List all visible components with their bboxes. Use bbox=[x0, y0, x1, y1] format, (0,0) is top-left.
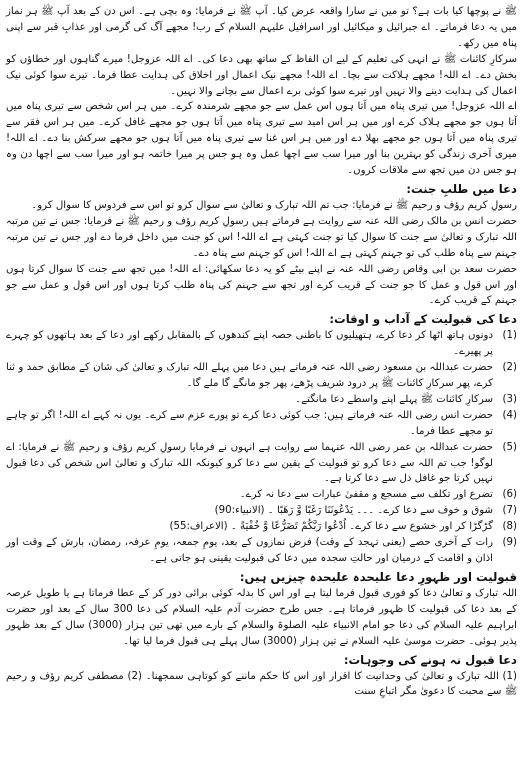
jannat-paragraph-3: حضرت سعد بن ابی وقاص رضی اللہ عنہ نے اپنے بیٹے کو یہ دعا سکھائی: اے اللہ! میں تجھ سے جنت کا سوال کرتا ہوں اور اس قول و عمل کا جو جنت کے قریب کرے اور تجھ سے جہنم کی پناہ طلب کرتا ہوں اور اس قول و عمل سے جو جہنم کے قریب کرے۔ bbox=[6, 263, 517, 307]
list-item-number: (5) bbox=[502, 441, 517, 453]
jannat-paragraph-1: رسولِ کریم رؤف و رحیم ﷺ نے فرمایا: جب تم اللہ تبارک و تعالیٰ سے سوال کرو تو اس سے فردوس کا سوال کرو۔ bbox=[31, 199, 517, 211]
list-item-number: (2) bbox=[502, 362, 517, 374]
list-item-number: (8) bbox=[502, 521, 517, 533]
list-item bbox=[6, 360, 517, 392]
list-item bbox=[6, 487, 517, 503]
list-item bbox=[6, 328, 517, 360]
list-item-text: حضرت عبداللہ بن مسعود رضی اللہ عنہ فرماتے ہیں دعا میں پہلے اللہ تبارک و تعالیٰ کی شان کے مطابق حمد و ثنا کرے، پھر سرکارِ کائنات ﷺ پر درود شریف پڑھے، پھر جو مانگے گا ملے گا۔ bbox=[6, 362, 493, 390]
zuhoor-paragraph: اللہ تبارک و تعالیٰ دعا کو فوری قبول فرما لیتا ہے اور اس کا بدلہ کوئی برائی دور کر کے عطا فرماتا ہے یا طویل عرصہ کے بعد دعا کی قبولیت کا ظہور فرماتا ہے۔ جس طرح حضرت آدم علیہ السلام کی دعا 300 سال کے بعد اور حضرت ابراہیم علیہ السلام کی دعا جو امام الانبیاء علیہ الصلوۃ والسلام کے بارے میں تھی تین ہزار (3000) سال کے بعد ظہور پذیر ہوئی۔ حضرت موسیٰ علیہ السلام نے تین ہزار (3000) سال پہلے ہی قبول فرما لیا تھا۔ bbox=[6, 587, 517, 647]
list-item bbox=[6, 519, 517, 535]
intro-paragraph-3: اے اللہ عزوجل! میں تیری پناہ میں آتا ہوں اس عمل سے جو مجھے شرمندہ کرے۔ میں ہر اس شخص سے تیری پناہ میں آتا ہوں جو مجھے ہلاک کرے اور میں ہر اس امید سے تیری پناہ میں آتا ہوں جو مجھے غافل کرے۔ میں ہر اس فقر سے تیری پناہ میں آتا ہوں جو مجھے بھلا دے اور میں ہر اس غنا سے تیری پناہ میں آتا ہوں جو مجھے سرکش بنا دے۔ اے اللہ! میری آخری زندگی کو بہترین بنا اور میرا سب سے اچھا عمل وہ ہو جس پر میرا خاتمہ ہو اور میرا سب سے اچھا دن وہ ہو جس دن میں تجھ سے ملاقات کروں۔ bbox=[6, 101, 517, 177]
section-heading-adab: دعا کی قبولیت کے آداب و اوقات: bbox=[329, 312, 517, 327]
adab-list bbox=[6, 328, 517, 567]
list-item-number: (9) bbox=[502, 537, 517, 549]
list-item bbox=[6, 440, 517, 488]
wajuhat-paragraph: (1) اللہ تبارک و تعالیٰ کی وحدانیت کا اقرار اور اس کا حکم ماننے کو کوتاہی سمجھنا۔ (2) مصطفی کریم رؤف و رحیم ﷺ سے محبت کا دعویٰ مگر اتباعِ سنت bbox=[6, 670, 517, 698]
list-item-text: سرکارِ کائنات ﷺ پہلے اپنے واسطے دعا مانگتے۔ bbox=[295, 393, 493, 405]
list-item bbox=[6, 408, 517, 440]
list-item-number: (3) bbox=[502, 393, 517, 405]
list-item-text: رات کے آخری حصے (یعنی تہجد کے وقت) فرض نمازوں کے بعد، یومِ جمعہ، یومِ عرفہ، رمضان، بارش کے وقت اور اذان و اقامت کے درمیان اور حالتِ سجدہ میں دعا کی قبولیت یقینی ہو جاتی ہے۔ bbox=[6, 537, 493, 564]
list-item-text: تضرع اور تکلف سے مسجع و مقفیٰ عبارات سے دعا نہ کرے۔ bbox=[239, 489, 493, 501]
list-item bbox=[6, 535, 517, 567]
section-heading-zuhoor: قبولیت اور ظہورِ دعا علیحدہ علیحدہ چیزیں ہیں: bbox=[239, 569, 517, 584]
list-item-number: (6) bbox=[502, 489, 517, 501]
list-item-text: حضرت انس رضی اللہ عنہ فرماتے ہیں: جب کوئی دعا کرے تو پورے عزم سے کرے۔ یوں نہ کہے اے اللہ! اگر تو چاہے تو مجھے عطا فرما۔ bbox=[6, 409, 493, 437]
list-item-number: (1) bbox=[502, 330, 517, 342]
intro-paragraph-2: سرکارِ کائنات ﷺ نے انہی کی تعلیم کے لیے ان الفاظ کے ساتھ بھی دعا کی۔ اے اللہ عزوجل! میرے گناہوں اور خطاؤں کو بخش دے۔ اے اللہ! مجھے ہلاکت سے بچا۔ اے اللہ! مجھے نیک اعمال اور اخلاق کی ہدایت عطا فرما۔ تیرے سوا کوئی نیک اعمال کی ہدایت دینے والا نہیں اور تیرے سوا کوئی برے اعمال سے بچانے والا نہیں۔ bbox=[6, 53, 517, 97]
list-item-text: شوق و خوف سے دعا کرے۔ ۔۔۔ يَدْعُونَنَا رَغَبًا وَّ رَهَبًا ۔ (الانبیاء:90) bbox=[214, 505, 493, 517]
list-item-number: (7) bbox=[502, 505, 517, 517]
list-item-text: گڑگڑا کر اور خشوع سے دعا کرے۔ اُدْعُوا رَبَّكُمْ تَضَرُّعًا وَّ خُفْيَةً ۔ (الاعراف:55) bbox=[169, 521, 493, 533]
section-heading-jannat: دعا میں طلبِ جنت: bbox=[406, 181, 517, 196]
list-item-number: (4) bbox=[502, 409, 517, 421]
list-item-text: حضرت عبداللہ بن عمر رضی اللہ عنہما سے روایت ہے انہوں نے فرمایا رسولِ کریم رؤف و رحیم ﷺ نے فرمایا: اے لوگو! جب تم اللہ سے دعا کرو تو قبولیت کے یقین سے دعا کرو کیونکہ اللہ تبارک و تعالیٰ اس شخص کی دعا قبول نہیں کرتا جو غافل دل سے دعا کرتا ہے۔ bbox=[6, 441, 493, 485]
intro-paragraph-1: ﷺ نے پوچھا کیا بات ہے؟ تو میں نے سارا واقعہ عرض کیا۔ آپ ﷺ نے فرمایا: وہ بچی ہے۔ اس دن کے بعد آپ ﷺ ہر نماز میں یہ دعا فرماتے۔ اے جبرائیل و میکائیل اور اسرافیل علیہم السلام کے رب! مجھے آگ کی گرمی اور عذابِ قبر سے اپنی پناہ میں رکھ۔ bbox=[6, 6, 517, 49]
list-item bbox=[6, 392, 517, 408]
jannat-paragraph-2: حضرت انس بن مالک رضی اللہ عنہ سے روایت ہے فرماتے ہیں رسولِ کریم رؤف و رحیم ﷺ نے فرمایا: جس نے تین مرتبہ اللہ تبارک و تعالیٰ سے جنت کا سوال کیا تو جنت کہتی ہے اے اللہ! اس کو جنت میں داخل فرما دے اور جس نے تین مرتبہ جہنم سے پناہ طلب کی تو جہنم کہتی ہے اے اللہ! اس کو جہنم سے پناہ دے۔ bbox=[6, 215, 517, 259]
list-item-text: دونوں ہاتھ اٹھا کر دعا کرے، ہتھیلیوں کا باطنی حصہ اپنے کندھوں کے بالمقابل رکھے اور دعا کے بعد ہاتھوں کو چہرے پر پھیرے۔ bbox=[6, 330, 493, 358]
list-item bbox=[6, 503, 517, 519]
section-heading-wajuhat: دعا قبول نہ ہونے کی وجوہات: bbox=[343, 652, 517, 667]
